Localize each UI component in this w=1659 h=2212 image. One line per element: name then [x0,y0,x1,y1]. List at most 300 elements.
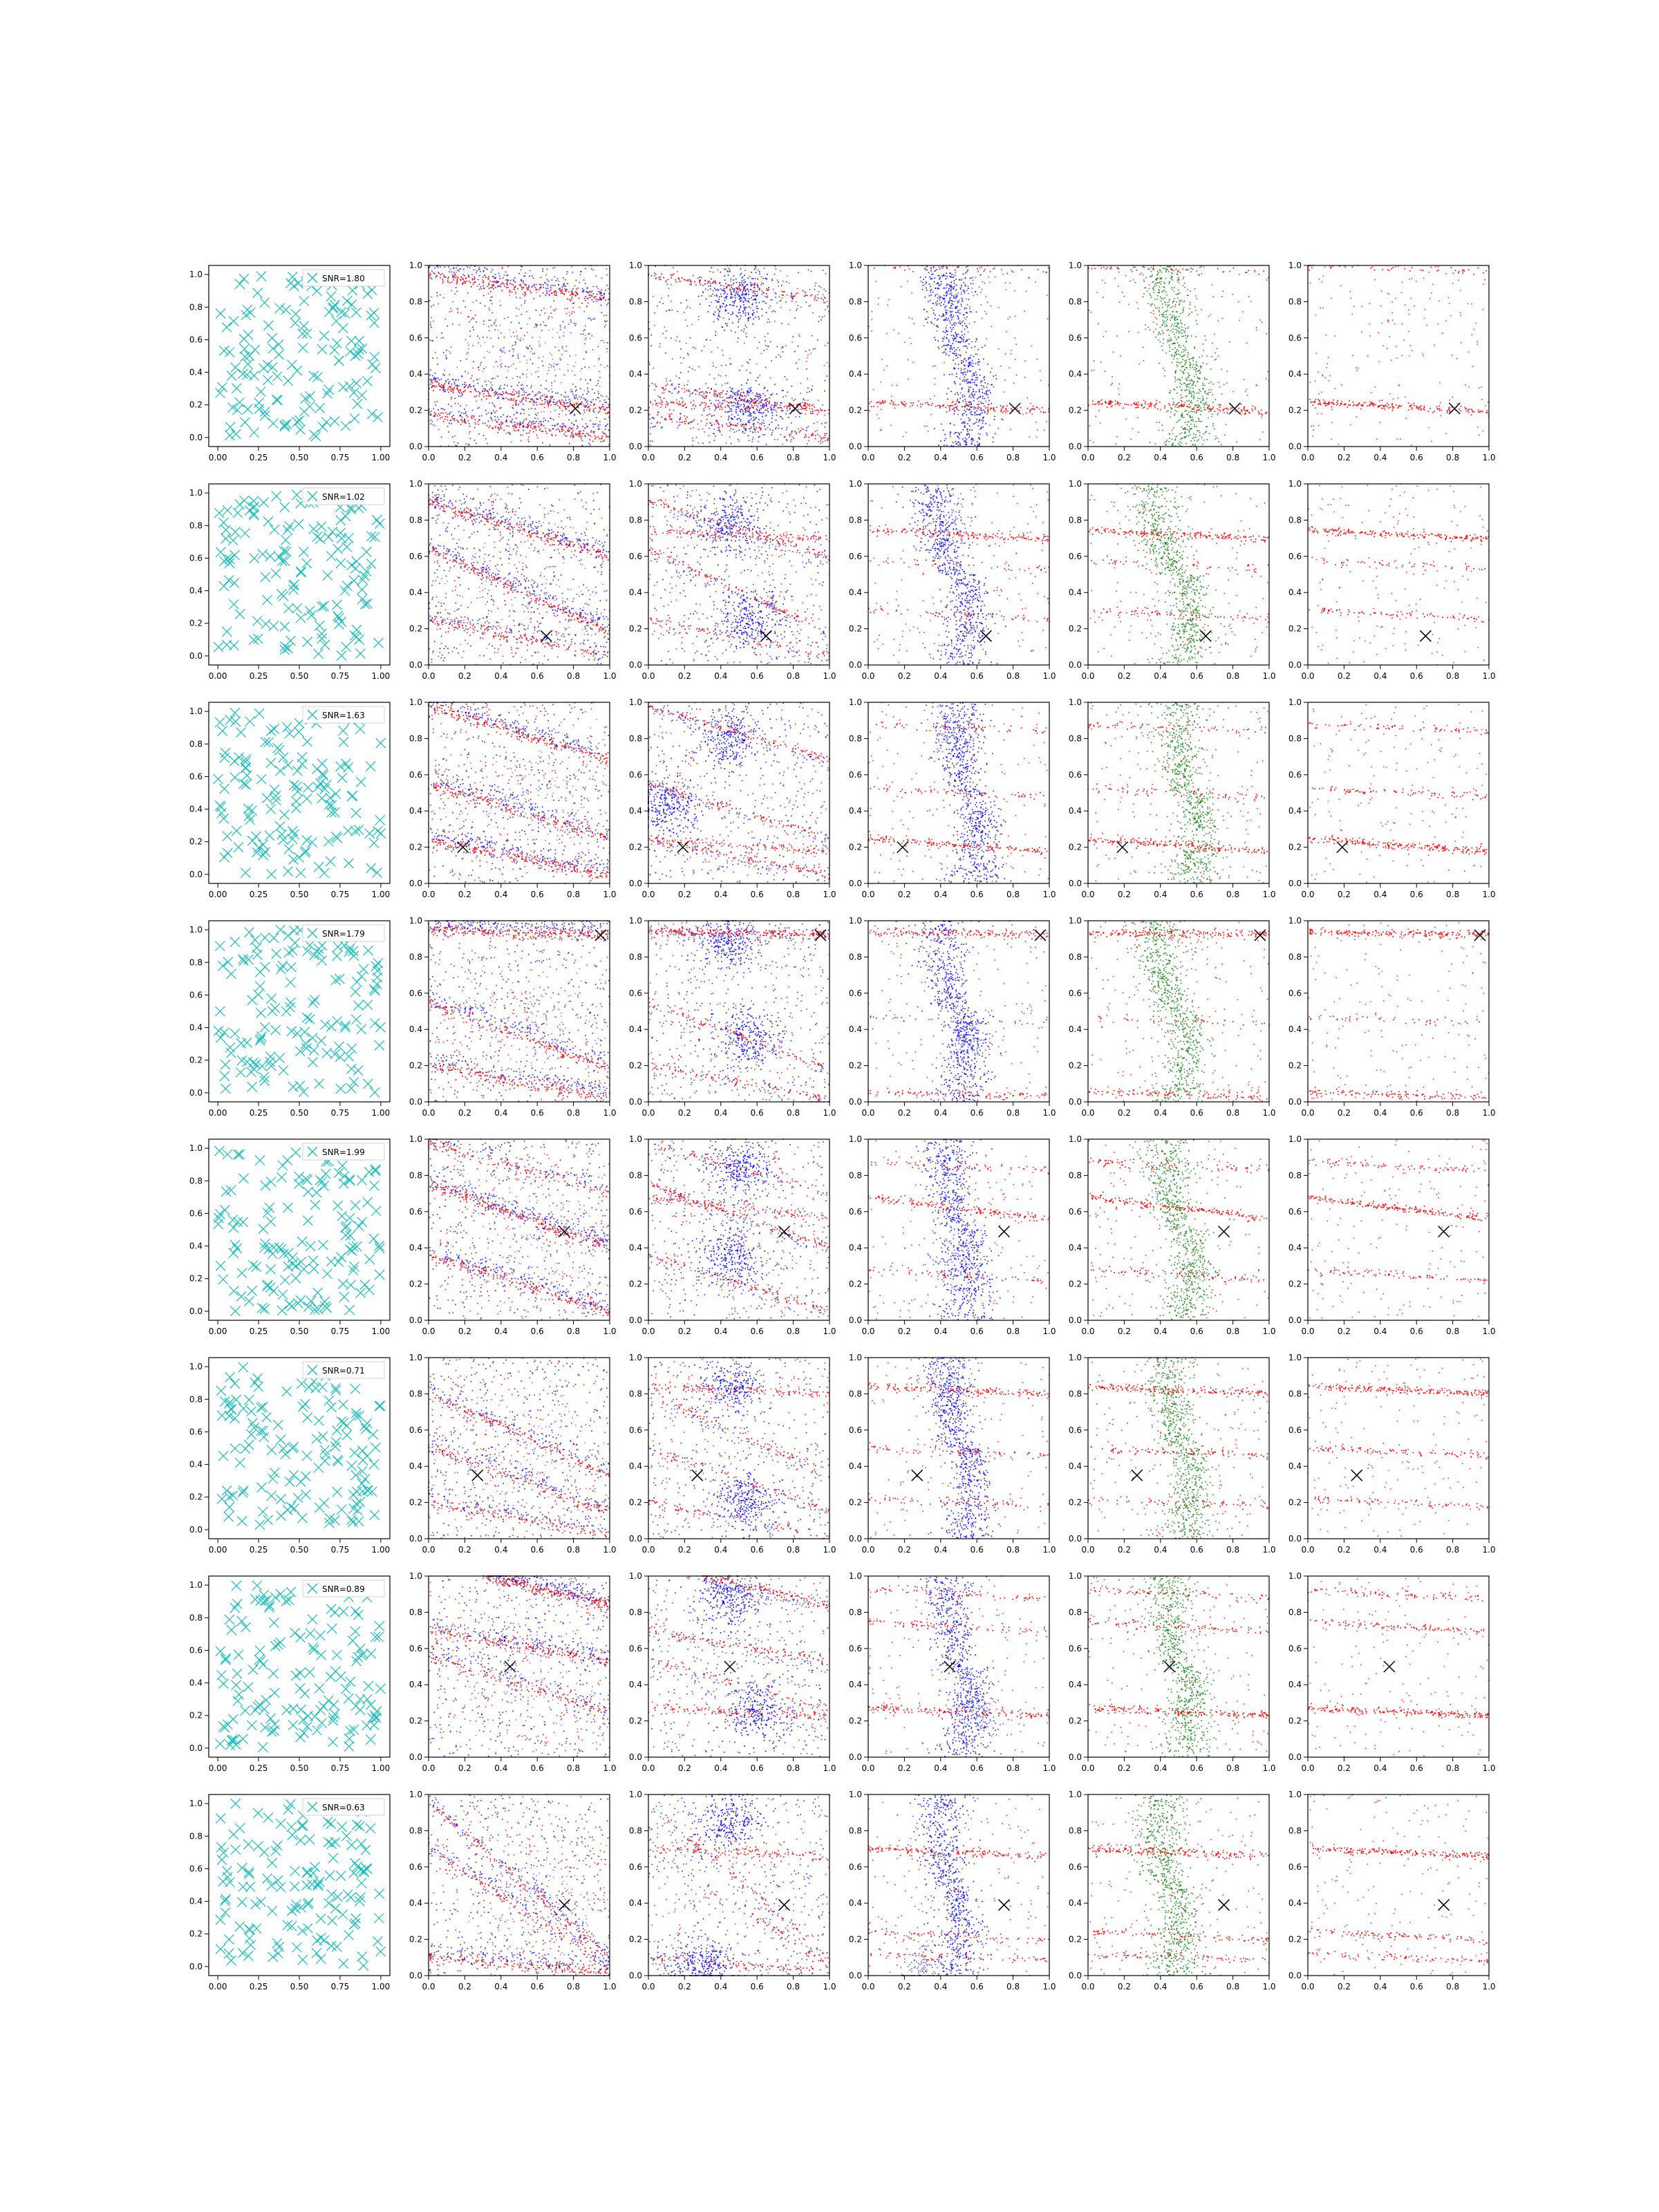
data-point [718,309,719,310]
data-point [754,269,756,270]
data-point [797,288,798,289]
data-point [429,275,430,276]
cyan-x-marker [272,395,281,404]
data-point [496,281,498,282]
data-point [698,366,700,367]
data-point [749,359,751,360]
data-point [719,297,720,298]
data-point [729,285,730,287]
data-point [470,310,471,311]
data-point [581,397,582,398]
data-point [559,288,561,289]
data-point [599,386,601,387]
data-point [710,288,711,290]
data-point [451,290,452,291]
data-point [689,283,691,285]
data-point [823,297,825,298]
data-point [742,297,744,299]
data-point [660,403,662,404]
data-point [451,411,452,413]
data-point [727,382,728,384]
data-point [552,337,553,338]
data-point [473,318,474,319]
data-point [731,285,732,286]
data-point [499,278,500,279]
data-point [571,313,572,315]
data-point [465,413,466,414]
data-point [449,311,450,312]
data-point [800,409,802,410]
data-point [572,307,574,308]
data-point [532,421,534,422]
data-point [494,416,496,418]
y-tick-label: 0.4 [409,369,422,379]
data-point [699,276,700,278]
data-point [763,350,765,351]
data-point [547,285,549,286]
data-point [579,396,580,397]
data-point [671,274,672,276]
data-point [518,309,520,310]
data-point [523,409,525,411]
data-point [758,403,759,404]
data-point [511,365,512,366]
data-point [593,427,594,428]
data-point [745,294,747,295]
data-point [569,443,570,444]
data-point [594,431,595,433]
data-point [758,341,760,343]
data-point [586,288,588,289]
data-point [570,388,572,390]
data-point [546,290,547,291]
data-point [720,282,721,283]
data-point [585,352,587,353]
data-point [728,411,729,413]
data-point [719,311,720,312]
data-point [518,382,520,383]
data-point [592,319,594,320]
data-point [518,392,519,393]
data-point [453,272,455,273]
data-point [568,370,569,371]
data-point [568,428,569,429]
data-point [776,420,777,421]
data-point [713,440,715,441]
cyan-x-marker [326,292,336,301]
data-point [491,312,493,313]
data-point [523,422,524,423]
data-point [744,270,746,271]
data-point [544,325,545,326]
data-point [599,357,600,359]
data-point [724,275,725,276]
data-point [702,285,704,286]
cyan-x-marker [250,428,259,438]
data-point [435,352,436,353]
data-point [767,290,768,291]
data-point [554,285,556,286]
data-point [687,353,688,354]
y-tick-label: 1.0 [409,261,422,270]
y-tick-label: 0.0 [189,433,203,442]
data-point [737,395,738,396]
data-point [592,423,594,424]
data-point [740,307,741,308]
data-point [826,375,827,377]
data-point [547,373,548,375]
data-point [545,431,546,432]
data-point [736,306,738,307]
data-point [581,402,583,403]
data-point [457,282,458,283]
data-point [498,273,500,274]
data-point [740,312,741,313]
data-point [500,359,501,361]
data-point [570,319,572,321]
data-point [677,311,678,312]
data-point [506,417,507,418]
data-point [762,416,763,418]
data-point [728,418,729,419]
data-point [713,415,715,416]
data-point [506,420,507,421]
data-point [460,424,462,425]
data-point [431,411,432,412]
data-point [503,283,505,285]
cyan-x-marker [299,296,309,306]
data-point [708,285,709,287]
data-point [769,424,770,425]
data-point [548,429,550,430]
data-point [431,380,432,382]
data-point [541,411,542,413]
data-point [742,280,743,281]
data-point [565,392,566,393]
data-point [588,333,589,335]
cyan-x-marker [362,376,372,386]
data-point [713,321,715,322]
data-point [585,399,586,400]
data-point [724,310,726,312]
data-point [594,435,595,437]
data-point [714,295,715,297]
data-point [525,397,527,398]
data-point [606,402,607,403]
data-point [483,435,485,436]
data-point [451,397,452,398]
data-point [757,348,758,349]
data-point [512,391,514,393]
data-point [599,400,601,402]
data-point [706,392,708,393]
data-point [742,301,744,303]
data-point [545,380,547,382]
cyan-x-marker [268,344,278,353]
data-point [519,362,521,363]
data-point [498,281,499,283]
data-point [791,397,793,399]
data-point [451,398,452,400]
data-point [729,271,731,272]
data-point [732,288,733,290]
data-point [743,304,744,306]
data-point [746,369,747,371]
data-point [689,337,691,339]
data-point [654,272,655,274]
data-point [756,395,758,396]
data-point [594,366,595,367]
data-point [587,302,588,303]
data-point [604,400,606,401]
data-point [592,410,594,411]
data-point [509,283,511,284]
data-point [792,336,794,337]
data-point [740,420,741,422]
data-point [750,281,751,283]
cyan-x-marker [349,388,359,397]
data-point [521,400,523,401]
data-point [787,276,788,277]
data-point [604,418,606,420]
data-point [467,292,469,294]
data-point [472,279,474,281]
data-point [578,435,579,437]
data-point [499,356,500,357]
data-point [759,288,760,289]
data-point [588,442,590,444]
data-point [476,272,477,274]
data-point [475,315,476,316]
data-point [758,316,760,317]
data-point [514,336,515,337]
y-tick-label: 0.2 [409,406,422,415]
cyan-x-marker [341,421,350,431]
data-point [442,390,444,391]
data-point [453,279,454,281]
data-point [597,436,599,438]
data-point [601,395,602,396]
data-point [491,378,493,379]
data-point [601,305,602,306]
data-point [758,436,760,438]
data-point [467,386,469,388]
data-point [740,424,742,426]
data-point [460,312,462,314]
data-point [749,389,751,391]
data-point [757,279,758,280]
data-point [551,382,552,384]
data-point [697,391,698,392]
data-point [513,351,514,353]
cyan-x-marker [230,363,240,373]
data-point [523,281,524,282]
data-point [753,400,754,401]
data-point [652,440,653,442]
data-point [594,297,595,299]
data-point [540,397,541,398]
data-point [527,324,528,325]
data-point [521,288,523,290]
x-tick-label: 0.25 [250,453,268,462]
data-point [606,285,608,286]
data-point [438,383,440,384]
data-point [782,418,783,420]
data-point [750,289,751,290]
data-point [735,279,737,280]
data-point [526,311,527,312]
data-point [814,299,815,301]
data-point [605,413,606,414]
data-point [472,368,474,369]
data-point [547,400,548,402]
data-point [749,372,751,373]
x-tick-label: 0.6 [751,453,764,462]
data-point [551,434,552,435]
data-point [531,399,532,400]
data-point [475,424,476,425]
data-point [525,400,527,402]
data-point [515,400,516,402]
data-point [431,340,433,341]
data-point [587,400,588,402]
data-point [588,391,589,393]
data-point [494,412,496,413]
data-point [818,400,819,401]
data-point [462,283,463,284]
data-point [814,422,815,424]
data-point [494,378,496,379]
data-point [715,281,716,282]
data-point [602,396,603,397]
data-point [741,384,742,386]
data-point [559,350,560,351]
data-point [811,270,812,272]
data-point [487,420,489,422]
data-point [593,409,594,410]
data-point [447,388,449,389]
data-point [767,427,769,429]
data-point [583,406,585,408]
data-point [602,431,603,433]
data-point [698,316,700,317]
data-point [539,295,541,297]
data-point [546,388,547,390]
data-point [501,283,503,284]
data-point [477,408,478,409]
data-point [691,409,693,410]
data-point [571,422,572,424]
data-point [748,320,749,321]
data-point [495,426,496,427]
cyan-x-marker [290,318,300,328]
data-point [550,290,552,291]
data-point [730,279,731,280]
data-point [608,398,609,400]
data-point [434,373,435,374]
data-point [429,300,431,301]
data-point [814,348,816,350]
data-point [809,406,810,407]
data-point [489,284,490,285]
data-point [824,315,825,317]
data-point [751,278,753,279]
cyan-x-marker [366,310,376,320]
cyan-x-marker [321,418,331,427]
data-point [697,277,699,279]
data-point [478,267,480,268]
cyan-x-marker [287,360,297,370]
data-point [471,278,473,279]
data-point [528,394,529,395]
data-point [447,416,448,418]
data-point [707,311,709,312]
data-point [730,281,731,282]
data-point [519,297,521,299]
data-point [748,422,749,423]
data-point [538,289,540,290]
data-point [762,420,764,421]
data-point [449,374,450,375]
data-point [507,287,509,288]
x-tick-label: 1.0 [603,453,616,462]
data-point [755,398,756,400]
data-point [807,426,809,427]
data-point [458,385,460,386]
data-point [436,276,438,277]
data-point [727,285,729,286]
data-point [764,386,765,388]
data-point [550,404,552,406]
data-point [666,378,667,379]
data-point [744,294,745,295]
data-point [718,405,719,406]
data-point [581,291,583,292]
data-point [494,329,496,330]
data-point [782,346,783,348]
data-point [472,301,474,303]
data-point [577,294,578,295]
data-point [764,434,765,435]
cyan-x-marker [292,366,302,375]
data-point [585,339,586,340]
data-point [444,276,445,277]
data-point [706,299,707,300]
data-point [806,392,807,393]
data-point [456,420,458,421]
data-point [769,403,770,404]
data-point [806,361,807,362]
data-point [557,429,559,430]
data-point [666,280,667,281]
data-point [528,422,529,424]
data-point [494,321,496,323]
data-point [438,429,440,430]
cyan-x-marker [330,300,339,310]
data-point [553,402,554,403]
data-point [590,379,591,381]
data-point [538,425,539,427]
data-point [430,321,431,323]
data-point [760,284,762,285]
data-point [821,423,823,424]
data-point [550,411,552,413]
data-point [502,351,503,353]
data-point [766,279,767,280]
data-point [756,405,758,406]
data-point [816,430,818,431]
data-point [496,392,498,393]
